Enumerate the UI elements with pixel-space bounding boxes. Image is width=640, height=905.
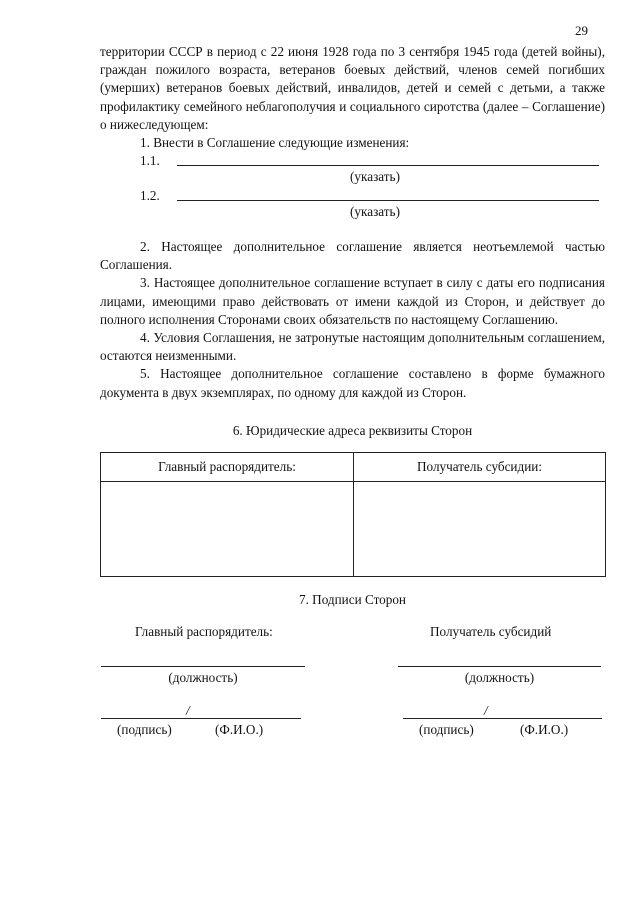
signature-party-recipient: Получатель субсидий <box>430 624 552 639</box>
clauses <box>100 238 605 402</box>
signature-slash-recipient: / <box>484 703 488 718</box>
intro-text: территории СССР в период с 22 июня 1928 года по 3 сентября 1945 года (детей войны), граждан пожилого возраста, ветеранов боевых действий, членов семей погибших (умерших) ветеранов боевых действий, инвалидов, детей и семей с детьми, а также профилактику семейного неблагополучия и социального сиротства (далее – Соглашение) о нижеследующем: <box>100 44 605 132</box>
sub-item-1-2-caption: (указать) <box>350 204 400 219</box>
name-caption-recipient: (Ф.И.О.) <box>520 722 569 737</box>
signature-line-recipient <box>403 718 602 719</box>
signature-caption-recipient: (подпись) <box>419 722 474 737</box>
sub-item-1-1-caption: (указать) <box>350 169 400 184</box>
signature-slash-main-manager: / <box>186 703 190 718</box>
section-6-title: 6. Юридические адреса реквизиты Сторон <box>232 423 473 438</box>
section-7-title: 7. Подписи Сторон <box>298 592 406 607</box>
item-1: 1. Внести в Соглашение следующие изменения: <box>140 135 410 151</box>
signature-party-main-manager: Главный распорядитель: <box>135 624 273 639</box>
sub-item-1-2-line <box>177 200 599 201</box>
signature-line-main-manager <box>101 718 301 719</box>
position-line-main-manager <box>101 666 305 667</box>
table-header-recipient: Получатель субсидии: <box>354 453 606 482</box>
clause-3: 3. Настоящее дополнительное соглашение вступает в силу с даты его подписания лицами, имеющими право действовать от имени каждой из Сторон, и действует до полного исполнения Сторонами своих обязательств по настоящему Соглашению. <box>100 275 605 327</box>
clause-2: 2. Настоящее дополнительное соглашение является неотъемлемой частью Соглашения. <box>100 239 605 273</box>
requisites-table <box>100 452 606 577</box>
page-number: 29 <box>575 23 588 38</box>
requisites-cell-recipient <box>354 482 606 577</box>
intro-paragraph <box>100 43 605 152</box>
clause-5: 5. Настоящее дополнительное соглашение составлено в форме бумажного документа в двух экземплярах, по одному для каждой из Сторон. <box>100 366 605 400</box>
position-caption-recipient: (должность) <box>464 670 535 685</box>
sub-item-1-1-line <box>177 165 599 166</box>
table-header-main-manager: Главный распорядитель: <box>101 453 354 482</box>
position-line-recipient <box>398 666 601 667</box>
requisites-cell-main-manager <box>101 482 354 577</box>
sub-item-1-2-label: 1.2. <box>140 188 160 203</box>
sub-item-1-1-label: 1.1. <box>140 153 160 168</box>
clause-4: 4. Условия Соглашения, не затронутые настоящим дополнительным соглашением, остаются неизменными. <box>100 330 605 364</box>
position-caption-main-manager: (должность) <box>168 670 238 685</box>
signature-caption-main-manager: (подпись) <box>117 722 172 737</box>
name-caption-main-manager: (Ф.И.О.) <box>215 722 264 737</box>
